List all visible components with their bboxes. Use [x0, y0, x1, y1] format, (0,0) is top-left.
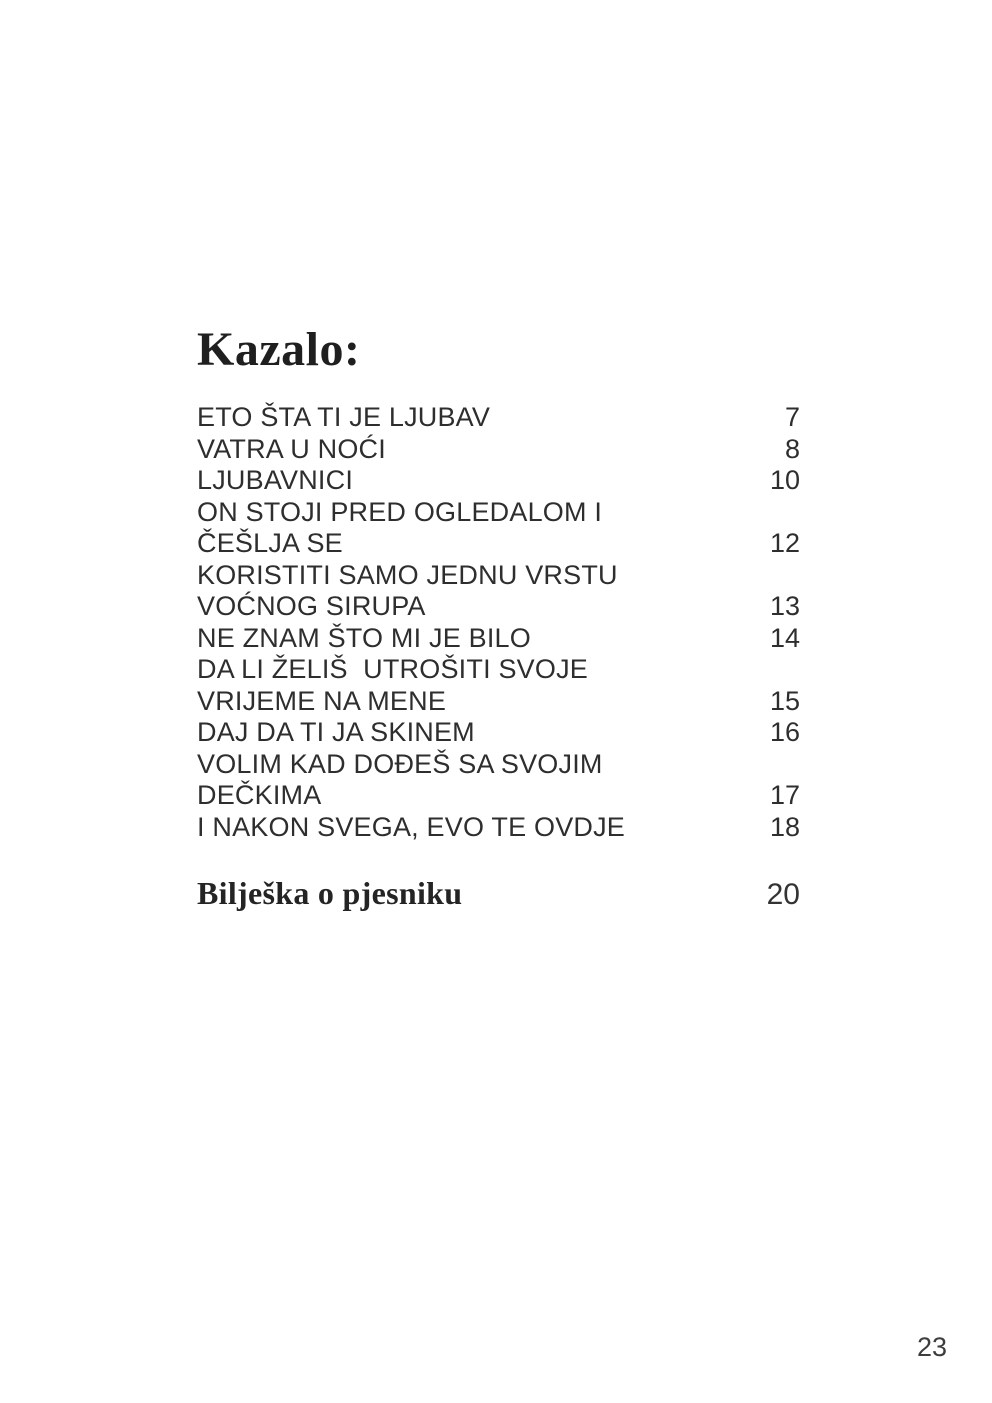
toc-row: [197, 623, 800, 655]
note-about-poet-row: [197, 873, 800, 913]
toc-entry-title: I NAKON SVEGA, EVO TE OVDJE: [197, 811, 626, 842]
toc-entry-page: 7: [784, 402, 800, 432]
toc-entry-title: DEČKIMA: [197, 780, 322, 810]
toc-entry-title: DAJ DA TI JA SKINEM: [197, 717, 475, 747]
note-about-poet-page: 20: [766, 878, 800, 911]
toc-entry-title: VATRA U NOĆI: [197, 433, 386, 464]
toc-row: [197, 560, 800, 592]
toc-entry-title: VOĆNOG SIRUPA: [197, 591, 426, 621]
toc-entry-title: DA LI ŽELIŠ UTROŠITI SVOJE: [197, 654, 588, 684]
toc-entry-page: 18: [769, 811, 800, 842]
toc-entry-page: 17: [769, 780, 800, 810]
toc-row: [197, 717, 800, 749]
toc-row: [197, 591, 800, 623]
footer-page-number: 23: [916, 1332, 947, 1362]
toc-entry-title: ETO ŠTA TI JE LJUBAV: [197, 402, 491, 432]
page-title: Kazalo:: [197, 323, 361, 376]
toc-row: [197, 465, 800, 497]
toc-entry-page: 14: [769, 622, 800, 653]
toc-entry-page: 8: [784, 433, 800, 464]
toc-row: [197, 434, 800, 466]
toc-row: [197, 749, 800, 781]
toc-row: [197, 686, 800, 718]
toc-row: [197, 528, 800, 560]
toc-entry-page: 16: [769, 717, 800, 747]
toc-entry-title: VOLIM KAD DOĐEŠ SA SVOJIM: [197, 748, 603, 779]
toc-entry-page: 15: [769, 685, 800, 716]
toc-row: [197, 812, 800, 844]
toc-row: [197, 780, 800, 812]
toc-entry-title: KORISTITI SAMO JEDNU VRSTU: [197, 559, 618, 590]
toc-entry-title: NE ZNAM ŠTO MI JE BILO: [197, 622, 531, 653]
toc-entry-page: 12: [769, 528, 800, 558]
toc-entry-title: VRIJEME NA MENE: [197, 685, 447, 716]
toc-entry-title: LJUBAVNICI: [197, 465, 354, 495]
toc-entry-page: 13: [769, 591, 800, 621]
table-of-contents: [197, 402, 800, 843]
toc-entry-title: ON STOJI PRED OGLEDALOM I: [197, 496, 603, 527]
toc-entry-page: 10: [769, 465, 800, 495]
toc-row: [197, 402, 800, 434]
toc-row: [197, 654, 800, 686]
toc-entry-title: ČEŠLJA SE: [197, 528, 343, 558]
toc-row: [197, 497, 800, 529]
note-about-poet-title: Bilješka o pjesniku: [197, 875, 463, 911]
